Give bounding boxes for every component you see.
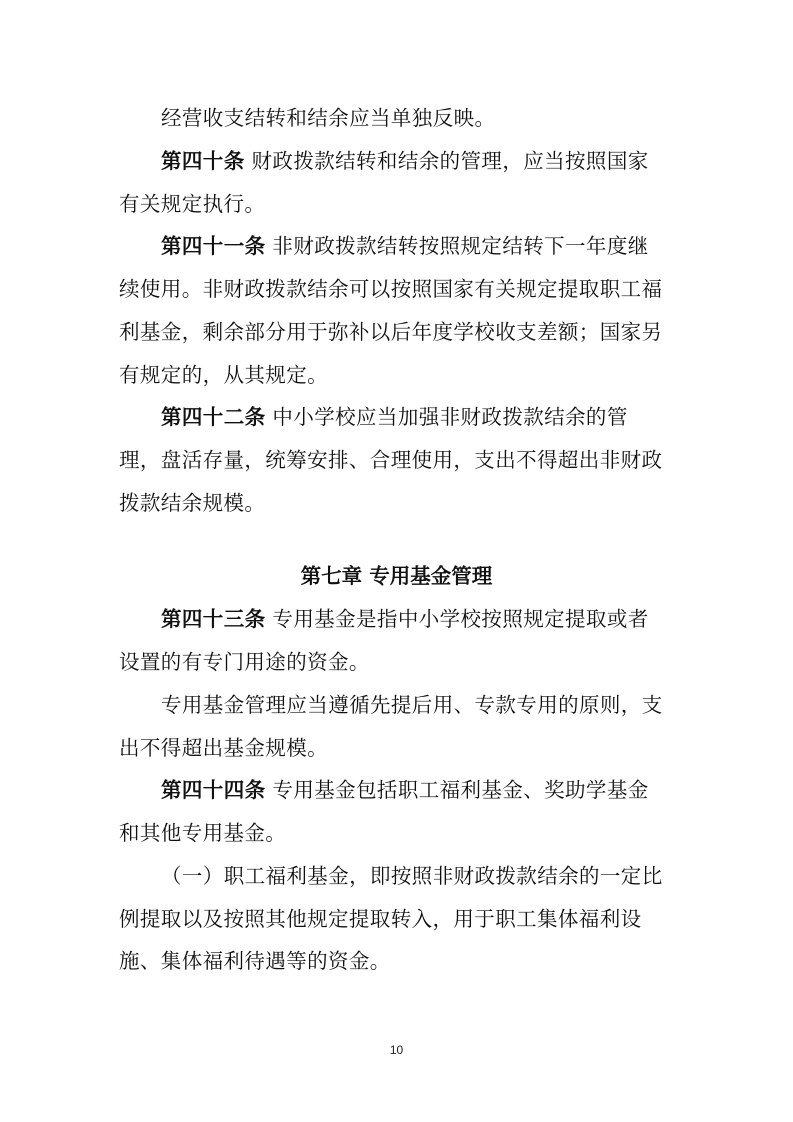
article-42-line: 第四十二条 中小学校应当加强非财政拨款结余的管: [161, 405, 628, 429]
text-line: 有关规定执行。: [119, 192, 266, 216]
article-42-label: 第四十二条: [161, 405, 266, 429]
text-line: 和其他专用基金。: [119, 821, 287, 845]
text-line: 有规定的，从其规定。: [119, 363, 328, 387]
text-line: 经营收支结转和结余应当单独反映。: [161, 106, 496, 130]
chapter-heading: 第七章 专用基金管理: [300, 564, 493, 588]
article-40-line: 第四十条 财政拨款结转和结余的管理，应当按照国家: [161, 149, 649, 173]
text-line: 拨款结余规模。: [119, 491, 266, 515]
text-line: 施、集体福利待遇等的资金。: [119, 949, 391, 973]
text-line: 续使用。非财政拨款结余可以按照国家有关规定提取职工福: [119, 277, 663, 301]
article-41-line: 第四十一条 非财政拨款结转按照规定结转下一年度继: [161, 234, 649, 258]
article-43-label: 第四十三条: [161, 607, 266, 631]
text-line: 出不得超出基金规模。: [119, 736, 328, 760]
page-number: 10: [389, 1043, 404, 1057]
text-line: 专用基金管理应当遵循先提后用、专款专用的原则，支: [161, 693, 663, 717]
text-line: 例提取以及按照其他规定提取转入，用于职工集体福利设: [119, 907, 642, 931]
text-line: 理，盘活存量，统筹安排、合理使用，支出不得超出非财政: [119, 448, 663, 472]
text-line: 利基金，剩余部分用于弥补以后年度学校收支差额；国家另: [119, 320, 663, 344]
text-line: （一）职工福利基金，即按照非财政拨款结余的一定比: [161, 864, 663, 888]
text-line: 设置的有专门用途的资金。: [119, 650, 370, 674]
article-41-label: 第四十一条: [161, 234, 266, 258]
article-40-label: 第四十条: [161, 149, 245, 173]
article-44-label: 第四十四条: [161, 778, 266, 802]
article-43-line: 第四十三条 专用基金是指中小学校按照规定提取或者: [161, 607, 649, 631]
article-44-line: 第四十四条 专用基金包括职工福利基金、奖助学基金: [161, 778, 649, 802]
